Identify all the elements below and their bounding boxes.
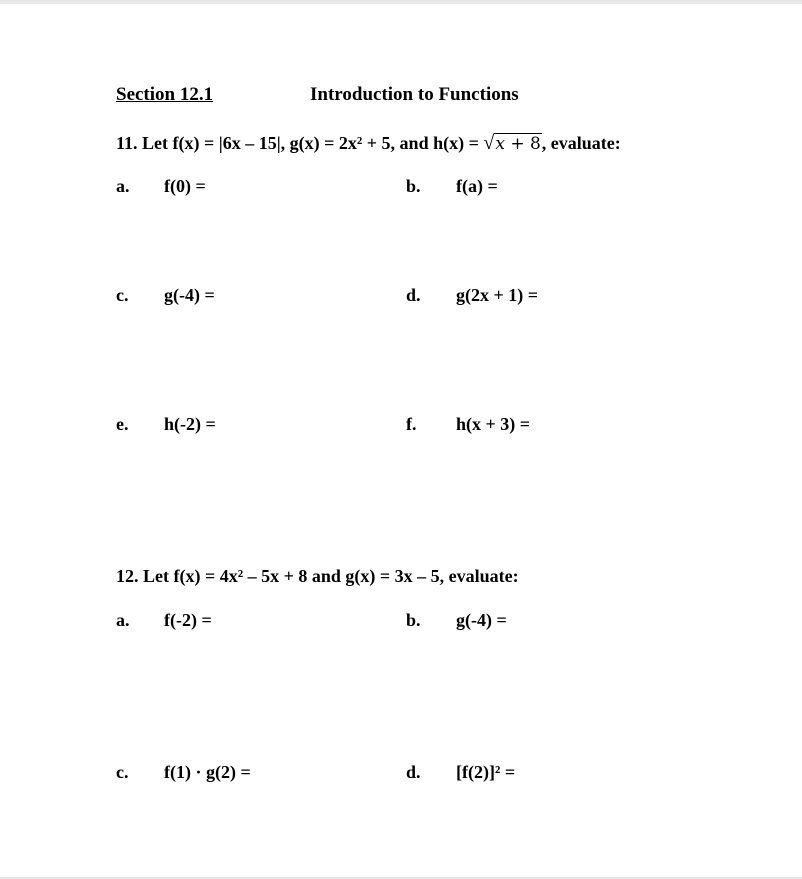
section-title: Introduction to Functions: [310, 84, 519, 105]
item-expression: g(-4) =: [164, 285, 215, 305]
sqrt-expression: √x + 8: [483, 132, 541, 154]
item-letter: a.: [116, 176, 130, 196]
problem-12-prompt: 12. Let f(x) = 4x² – 5x + 8 and g(x) = 3x – 5, evaluate:: [116, 566, 519, 586]
problem-11-prompt: [116, 133, 621, 153]
item-letter: c.: [116, 285, 129, 305]
item-expression: h(x + 3) =: [456, 414, 531, 434]
item-letter: b.: [406, 610, 421, 630]
item-letter: e.: [116, 414, 129, 434]
sqrt-rest: + 8: [504, 134, 541, 154]
item-expression: f(1) · g(2) =: [164, 762, 251, 782]
item-letter: f.: [406, 414, 417, 434]
item-expression: f(a) =: [456, 176, 498, 196]
top-border: [0, 0, 802, 4]
item-expression: g(2x + 1) =: [456, 285, 539, 305]
item-expression: g(-4) =: [456, 610, 507, 630]
item-letter: c.: [116, 762, 129, 782]
problem-11-prompt-start: 11. Let f(x) = |6x – 15|, g(x) = 2x² + 5, and h(x) =: [116, 133, 484, 153]
item-letter: d.: [406, 762, 421, 782]
sqrt-variable: x: [495, 134, 505, 154]
item-expression: h(-2) =: [164, 414, 216, 434]
item-expression: f(0) =: [164, 176, 206, 196]
item-expression: f(-2) =: [164, 610, 212, 630]
section-label: Section 12.1: [116, 84, 214, 105]
item-letter: a.: [116, 610, 130, 630]
item-letter: b.: [406, 176, 421, 196]
problem-11-prompt-end: , evaluate:: [541, 133, 621, 153]
item-letter: d.: [406, 285, 421, 305]
item-expression: [f(2)]² =: [456, 762, 516, 782]
